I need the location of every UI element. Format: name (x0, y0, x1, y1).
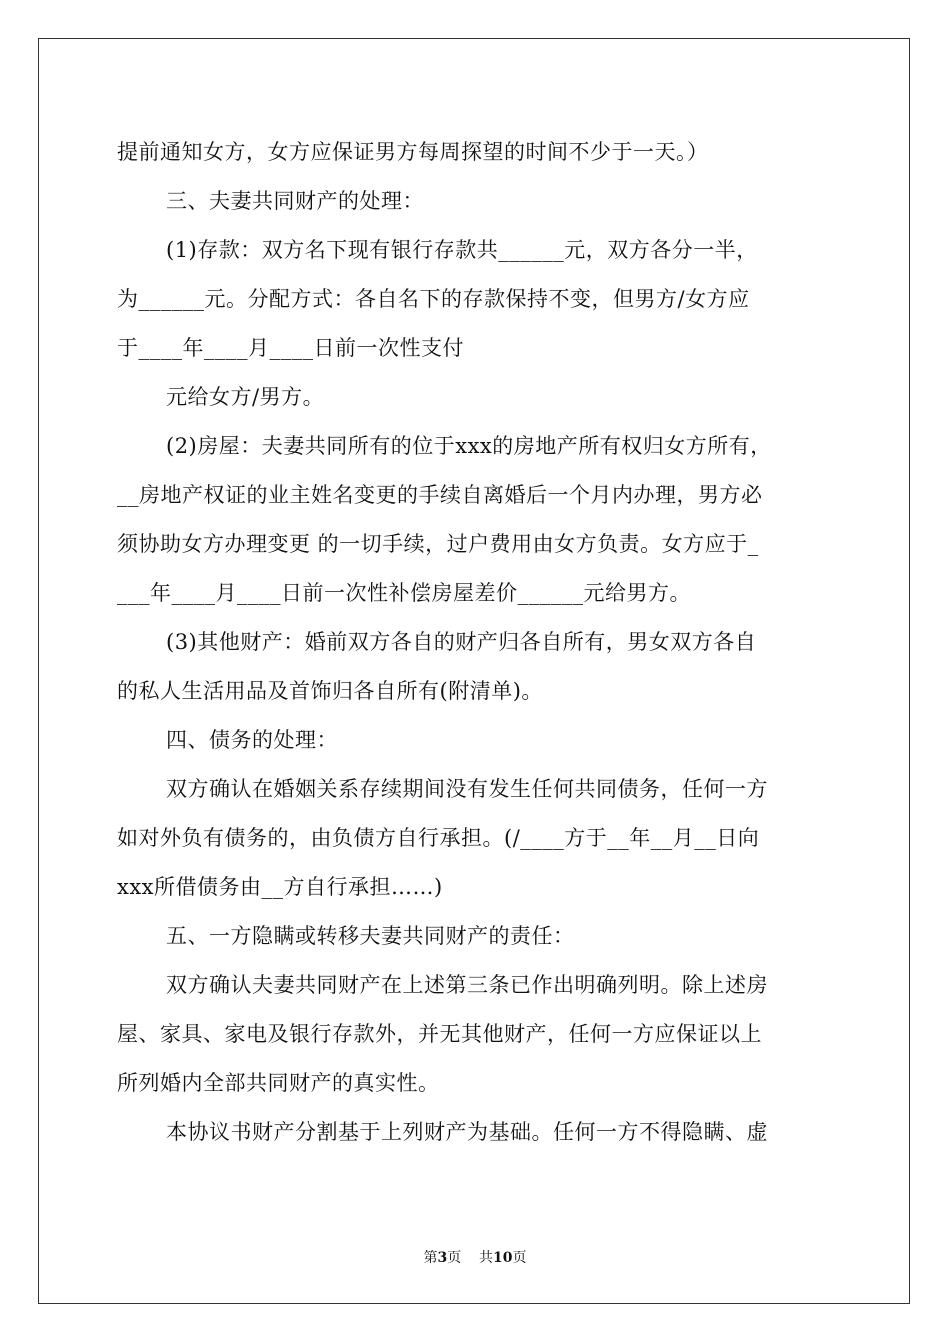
text-line: 为______元。分配方式：各自名下的存款保持不变，但男方/女方应 (117, 287, 750, 311)
paragraph-start: 元给女方/男方。 (166, 385, 325, 409)
total-pages: 10 (493, 1250, 513, 1266)
text-line: xxx所借债务由__方自行承担……) (117, 875, 443, 899)
text-line: 屋、家具、家电及银行存款外，并无其他财产，任何一方应保证以上 (117, 1022, 762, 1046)
section-heading: 五、一方隐瞒或转移夫妻共同财产的责任： (166, 924, 575, 948)
text-line: 的私人生活用品及首饰归各自所有(附清单)。 (117, 679, 543, 703)
text-line: __房地产权证的业主姓名变更的手续自离婚后一个月内办理，男方必 (117, 483, 763, 507)
paragraph-start: 双方确认夫妻共同财产在上述第三条已作出明确列明。除上述房 (166, 973, 768, 997)
page-prefix: 第 (423, 1250, 438, 1266)
page-footer (0, 1248, 950, 1268)
document-body (117, 128, 833, 1157)
text-line: 所列婚内全部共同财产的真实性。 (117, 1071, 440, 1095)
paragraph-start: 双方确认在婚姻关系存续期间没有发生任何共同债务，任何一方 (166, 777, 768, 801)
text-line: 须协助女方办理变更 的一切手续，过户费用由女方负责。女方应于_ (117, 532, 759, 556)
page-number: 3 (437, 1250, 448, 1266)
paragraph-start: (2)房屋：夫妻共同所有的位于xxx的房地产所有权归女方所有， (166, 434, 772, 458)
text-line: 提前通知女方，女方应保证男方每周探望的时间不少于一天。） (117, 140, 709, 164)
text-line: ___年____月____日前一次性补偿房屋差价______元给男方。 (117, 581, 691, 605)
page-unit: 页 (447, 1250, 462, 1266)
paragraph-start: (3)其他财产：婚前双方各自的财产归各自所有，男女双方各自 (166, 630, 757, 654)
total-unit: 页 (512, 1250, 527, 1266)
paragraph-start: 本协议书财产分割基于上列财产为基础。任何一方不得隐瞒、虚 (166, 1120, 768, 1144)
paragraph-start: (1)存款：双方名下现有银行存款共______元，双方各分一半， (166, 238, 758, 262)
section-heading: 四、债务的处理： (166, 728, 338, 752)
section-heading: 三、夫妻共同财产的处理： (166, 189, 424, 213)
total-prefix: 共 (479, 1250, 494, 1266)
text-line: 如对外负有债务的，由负债方自行承担。(/____方于__年__月__日向 (117, 826, 760, 850)
text-line: 于____年____月____日前一次性支付 (117, 336, 464, 360)
